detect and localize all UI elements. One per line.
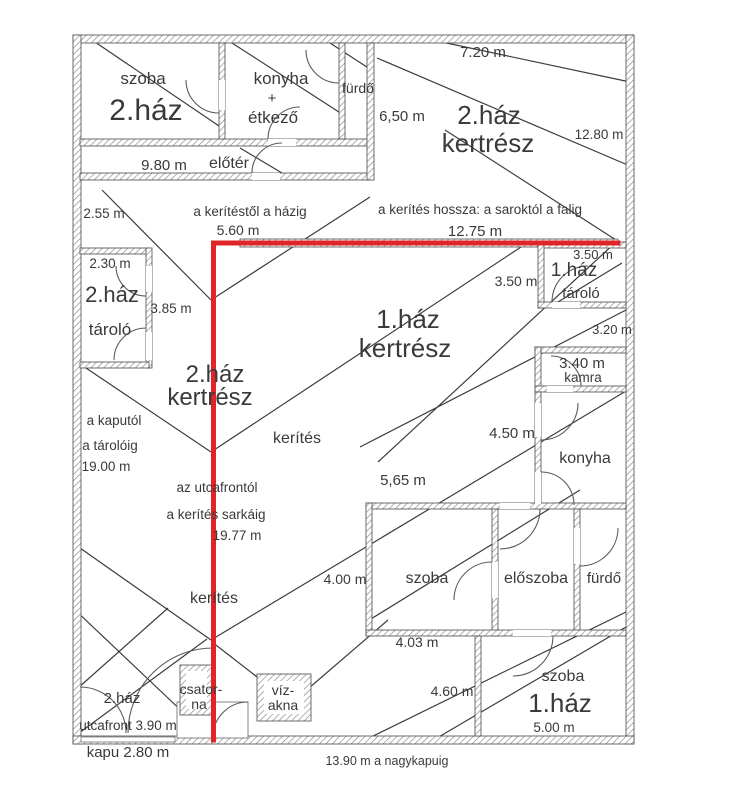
hatch-line	[366, 490, 580, 622]
door-gap	[535, 472, 541, 504]
dim-4-03: 4.03 m	[395, 634, 439, 650]
dim-4-60: 4.60 m	[430, 683, 474, 699]
label-garden2-name: 2.ház	[457, 100, 521, 130]
label-h2-name: 2.ház	[109, 94, 183, 127]
label-vizakna-2: akna	[267, 697, 299, 713]
dim-6-50: 6,50 m	[379, 108, 425, 125]
wall	[80, 139, 370, 146]
dim-19-00: 19.00 m	[81, 459, 131, 474]
label-h1-konyha: konyha	[559, 450, 611, 467]
dim-utcafront-3-90: utcafront 3.90 m	[79, 718, 177, 733]
label-garden1-name: 1.ház	[376, 304, 440, 334]
door-arc	[186, 80, 219, 113]
label-kerites-bottom: kerítés	[189, 590, 239, 607]
dim-2-30: 2.30 m	[89, 256, 131, 271]
label-h1-furdo: fürdő	[586, 570, 622, 587]
dim-5-00: 5.00 m	[533, 720, 575, 735]
label-garden2mid-kertresz: kertrész	[167, 384, 253, 411]
label-kamra: kamra	[564, 370, 602, 385]
dim-4-50: 4.50 m	[489, 425, 535, 442]
door-gap	[574, 528, 580, 564]
door-arc	[580, 528, 618, 566]
wall	[73, 35, 634, 43]
dim-12-75: 12.75 m	[447, 223, 503, 240]
label-h1b-name: 1.ház	[528, 688, 592, 718]
label-h2-plus: +	[267, 90, 277, 107]
label-garden2mid-name: 2.ház	[185, 361, 245, 388]
wall	[366, 503, 372, 636]
door-gap	[547, 386, 573, 392]
label-bottomleft-name: 2.ház	[103, 690, 141, 707]
door-gap	[552, 302, 580, 308]
dim-9-80: 9.80 m	[141, 157, 187, 174]
label-h1-eloszoba: előszoba	[503, 570, 569, 587]
dim-3-40: 3.40 m	[559, 355, 605, 372]
label-storage2-name: 2.ház	[85, 282, 139, 307]
door-arc	[541, 403, 578, 440]
door-gap	[535, 403, 541, 437]
labels	[79, 44, 632, 768]
label-h2-eloter: előtér	[208, 155, 250, 172]
wall	[538, 302, 626, 308]
label-csatorna-2: na	[191, 696, 207, 712]
hatch-line	[78, 608, 168, 688]
dim-4-00: 4.00 m	[323, 571, 367, 587]
wall	[538, 242, 544, 308]
label-h2-furdo: fürdő	[342, 80, 374, 96]
door-gap	[146, 332, 152, 360]
dim-3-50-left: 3.50 m	[494, 273, 538, 289]
dim-nagykapu-13-90: 13.90 m a nagykapuig	[325, 754, 449, 768]
wall	[80, 362, 149, 368]
caption-fence-length: a kerítés hossza: a saroktól a falig	[377, 202, 583, 217]
label-storage1-name: 1.ház	[550, 260, 598, 281]
door-gap	[513, 630, 551, 636]
label-h2-konyha: konyha	[253, 69, 309, 88]
caption-street-to-corner-1: az utcafrontól	[176, 480, 258, 495]
door-arc	[500, 509, 540, 549]
label-h2-szoba: szoba	[120, 69, 166, 88]
door-gap	[500, 503, 530, 509]
wall	[475, 636, 481, 736]
label-csatorna-1: csator-	[179, 681, 223, 697]
door-gap	[492, 562, 498, 598]
wall	[80, 248, 149, 254]
door-arc	[306, 50, 339, 83]
wall	[535, 347, 541, 392]
label-h1-szoba: szoba	[405, 570, 449, 587]
caption-gate-to-storage-2: a tárolóig	[82, 438, 138, 453]
label-garden2-kertresz: kertrész	[441, 128, 535, 158]
label-h1b-szoba: szoba	[541, 668, 585, 685]
wall	[80, 173, 370, 180]
door-gap	[146, 266, 152, 292]
dim-5-60: 5.60 m	[216, 222, 260, 238]
wall	[367, 43, 374, 180]
door-arc	[541, 472, 574, 505]
door-gap	[252, 173, 280, 180]
dim-12-80: 12.80 m	[574, 127, 624, 142]
dim-3-50-storage1: 3.50 m	[573, 247, 613, 262]
dim-3-20: 3.20 m	[592, 322, 632, 337]
wall	[366, 503, 626, 509]
label-vizakna-1: víz-	[271, 682, 295, 698]
wall	[535, 347, 626, 353]
caption-gate-to-storage-1: a kaputól	[86, 413, 142, 428]
dim-kapu-2-80: kapu 2.80 m	[86, 744, 170, 761]
label-storage2-room: tároló	[88, 320, 132, 339]
hatch-line	[211, 391, 626, 640]
label-kerites-mid: kerítés	[272, 430, 322, 447]
label-storage1-room: tároló	[562, 285, 600, 302]
dim-5-65: 5,65 m	[380, 472, 426, 489]
caption-street-to-corner-2: a kerítés sarkáig	[166, 507, 266, 522]
hatch-line	[423, 38, 630, 82]
door-arc	[454, 562, 492, 600]
label-garden1-kertresz: kertrész	[358, 333, 452, 363]
label-h2-etkezo: étkező	[247, 108, 299, 127]
dim-19-77: 19.77 m	[212, 528, 262, 543]
hatch-line	[330, 43, 373, 71]
door-gap	[219, 80, 225, 110]
gate-opening	[81, 737, 175, 742]
wall	[626, 35, 634, 744]
caption-fence-to-house: a kerítéstől a házig	[193, 204, 307, 219]
dim-3-85: 3.85 m	[150, 301, 192, 316]
door-arc	[252, 143, 282, 173]
dim-7-20: 7.20 m	[460, 44, 506, 61]
dim-2-55: 2.55 m	[83, 206, 125, 221]
